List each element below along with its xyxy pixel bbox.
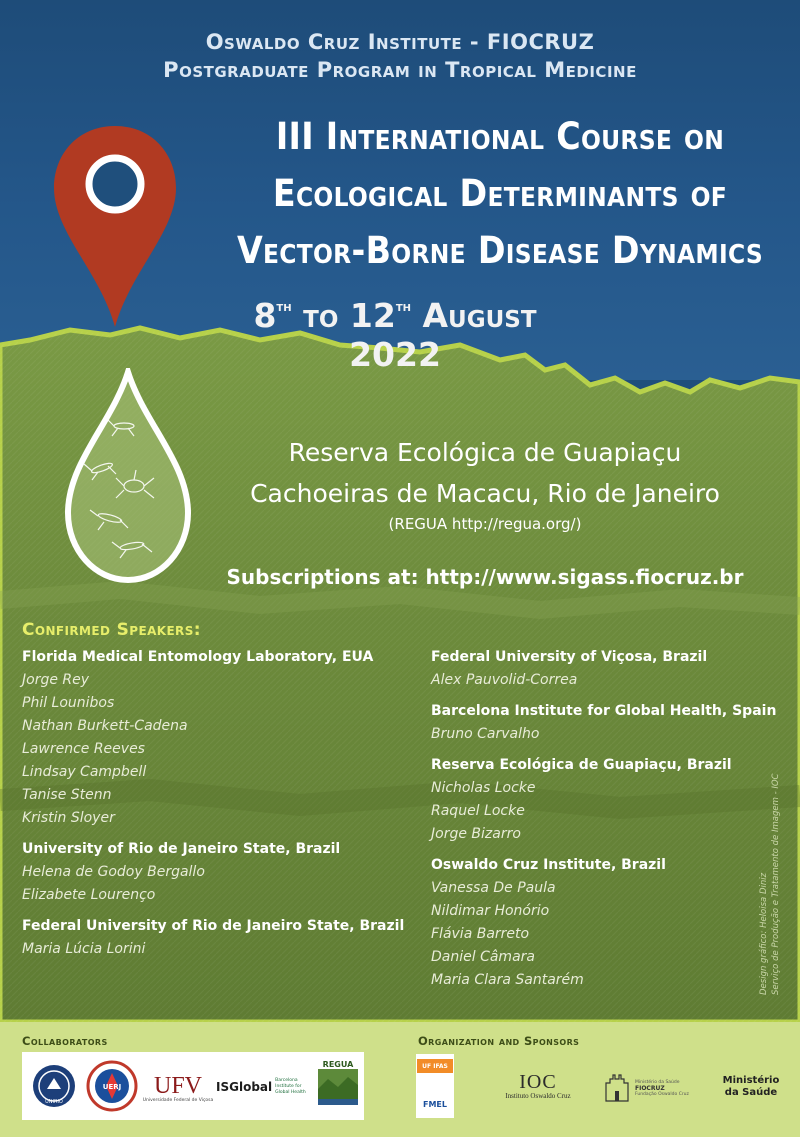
institution-name: Federal University of Rio de Janeiro State, Brazil bbox=[22, 918, 405, 934]
institution-name: Barcelona Institute for Global Health, Spain bbox=[431, 703, 777, 719]
fiocruz-caption: Fundação Oswaldo Cruz bbox=[635, 1091, 689, 1097]
course-dates bbox=[205, 296, 585, 374]
fiocruz-mark: FIOCRUZ bbox=[635, 1084, 665, 1092]
ifas-fmel-logo bbox=[416, 1054, 454, 1118]
speaker-name: Maria Lúcia Lorini bbox=[22, 941, 146, 957]
course-title-line-1: III International Course on bbox=[275, 115, 725, 158]
design-credit bbox=[758, 770, 786, 995]
speaker-name: Raquel Locke bbox=[431, 803, 525, 819]
speaker-name: Jorge Rey bbox=[22, 672, 90, 688]
speakers-column-left bbox=[22, 646, 422, 969]
institution-name: Reserva Ecológica de Guapiaçu, Brazil bbox=[431, 757, 732, 773]
speakers-heading: Confirmed Speakers: bbox=[22, 620, 201, 640]
ministerio-line-2: da Saúde bbox=[724, 1087, 778, 1098]
sponsors-label: Organization and Sponsors bbox=[418, 1034, 580, 1048]
speaker-name: Kristin Sloyer bbox=[22, 810, 115, 826]
venue-website[interactable]: (REGUA http://regua.org/) bbox=[388, 515, 582, 533]
course-title-line-3: Vector-Borne Disease Dynamics bbox=[236, 229, 764, 272]
ioc-mark: IOC bbox=[519, 1071, 557, 1093]
regua-landscape-icon bbox=[318, 1069, 358, 1105]
venue-name: Reserva Ecológica de Guapiaçu bbox=[288, 438, 682, 467]
institute-name: Oswaldo Cruz Institute - FIOCRUZ bbox=[205, 30, 595, 54]
design-credit-line-2: Serviço de Produção e Tratamento de Imagem - IOC bbox=[771, 773, 781, 995]
uerj-text: UERJ bbox=[102, 1083, 122, 1091]
speaker-name: Lawrence Reeves bbox=[22, 741, 145, 757]
start-day: 8 bbox=[253, 296, 277, 335]
regua-logo bbox=[316, 1060, 360, 1114]
collaborators-label: Collaborators bbox=[22, 1034, 108, 1048]
water-drop-mosquito-icon bbox=[62, 368, 194, 586]
speaker-name: Phil Lounibos bbox=[22, 695, 115, 711]
speaker-group bbox=[431, 854, 771, 992]
fiocruz-logo bbox=[604, 1070, 704, 1106]
fiocruz-ministry: Ministério da Saúde bbox=[635, 1079, 680, 1085]
speaker-group bbox=[431, 754, 771, 846]
course-title-line-2: Ecological Determinants of bbox=[272, 172, 728, 215]
isglobal-caption: Barcelona Institute for Global Health bbox=[275, 1078, 306, 1095]
speaker-group bbox=[431, 700, 777, 746]
end-day-suffix: th bbox=[395, 299, 412, 315]
speaker-name: Alex Pauvolid-Correa bbox=[431, 672, 578, 688]
ioc-logo bbox=[490, 1066, 586, 1106]
regua-mark: REGUA bbox=[322, 1060, 354, 1069]
unirio-emblem-icon bbox=[31, 1063, 77, 1109]
speaker-name: Nicholas Locke bbox=[431, 780, 536, 796]
ifas-mark: UF IFAS bbox=[417, 1059, 453, 1073]
speaker-name: Maria Clara Santarém bbox=[431, 972, 584, 988]
venue-location: Cachoeiras de Macacu, Rio de Janeiro bbox=[250, 479, 720, 508]
uerj-emblem-icon bbox=[85, 1059, 139, 1113]
speaker-name: Bruno Carvalho bbox=[431, 726, 540, 742]
speaker-name: Elizabete Lourenço bbox=[22, 887, 156, 903]
end-day: 12 bbox=[349, 296, 396, 335]
speaker-name: Nildimar Honório bbox=[431, 903, 550, 919]
ministerio-saude-logo bbox=[718, 1070, 784, 1104]
speaker-name: Jorge Bizarro bbox=[431, 826, 521, 842]
start-day-suffix: th bbox=[276, 299, 292, 315]
speaker-name: Lindsay Campbell bbox=[22, 764, 147, 780]
ioc-caption: Instituto Oswaldo Cruz bbox=[505, 1092, 571, 1100]
speaker-name: Flávia Barreto bbox=[431, 926, 530, 942]
ufv-caption: Universidade Federal de Viçosa bbox=[142, 1097, 214, 1103]
institution-name: Federal University of Viçosa, Brazil bbox=[431, 649, 708, 665]
fmel-mark: FMEL bbox=[423, 1099, 447, 1109]
design-credit-line-1: Design gráfico: Heloisa Diniz bbox=[759, 872, 769, 995]
collaborators-logos bbox=[22, 1052, 364, 1120]
uerj-logo bbox=[84, 1058, 140, 1114]
month-year: August 2022 bbox=[349, 296, 537, 374]
speaker-name: Nathan Burkett-Cadena bbox=[22, 718, 188, 734]
speaker-group bbox=[22, 915, 422, 961]
speaker-name: Tanise Stenn bbox=[22, 787, 112, 803]
ufv-logo bbox=[144, 1066, 212, 1110]
speaker-name: Vanessa De Paula bbox=[431, 880, 556, 896]
unirio-logo bbox=[30, 1062, 78, 1110]
isglobal-logo bbox=[216, 1070, 312, 1104]
speaker-group bbox=[431, 646, 771, 692]
ministerio-line-1: Ministério bbox=[722, 1075, 780, 1086]
design-credit-text bbox=[758, 770, 786, 995]
institution-name: Oswaldo Cruz Institute, Brazil bbox=[431, 857, 666, 873]
location-pin-icon bbox=[50, 122, 180, 332]
fiocruz-castle-icon bbox=[604, 1073, 630, 1103]
unirio-text: UNIRIO bbox=[45, 1099, 63, 1105]
subscriptions-link[interactable]: Subscriptions at: http://www.sigass.fiocruz.br bbox=[226, 565, 744, 589]
speaker-name: Daniel Câmara bbox=[431, 949, 535, 965]
sponsors-logos bbox=[408, 1052, 793, 1120]
institution-name: Florida Medical Entomology Laboratory, EUA bbox=[22, 649, 374, 665]
institution-name: University of Rio de Janeiro State, Brazil bbox=[22, 841, 341, 857]
ufv-mark: UFV bbox=[153, 1072, 202, 1099]
dates-to: to bbox=[303, 296, 339, 335]
speaker-name: Helena de Godoy Bergallo bbox=[22, 864, 205, 880]
speaker-group bbox=[22, 646, 422, 830]
speaker-group bbox=[22, 838, 422, 907]
program-name: Postgraduate Program in Tropical Medicine bbox=[163, 58, 637, 82]
isglobal-mark: ISGlobal bbox=[216, 1080, 273, 1094]
